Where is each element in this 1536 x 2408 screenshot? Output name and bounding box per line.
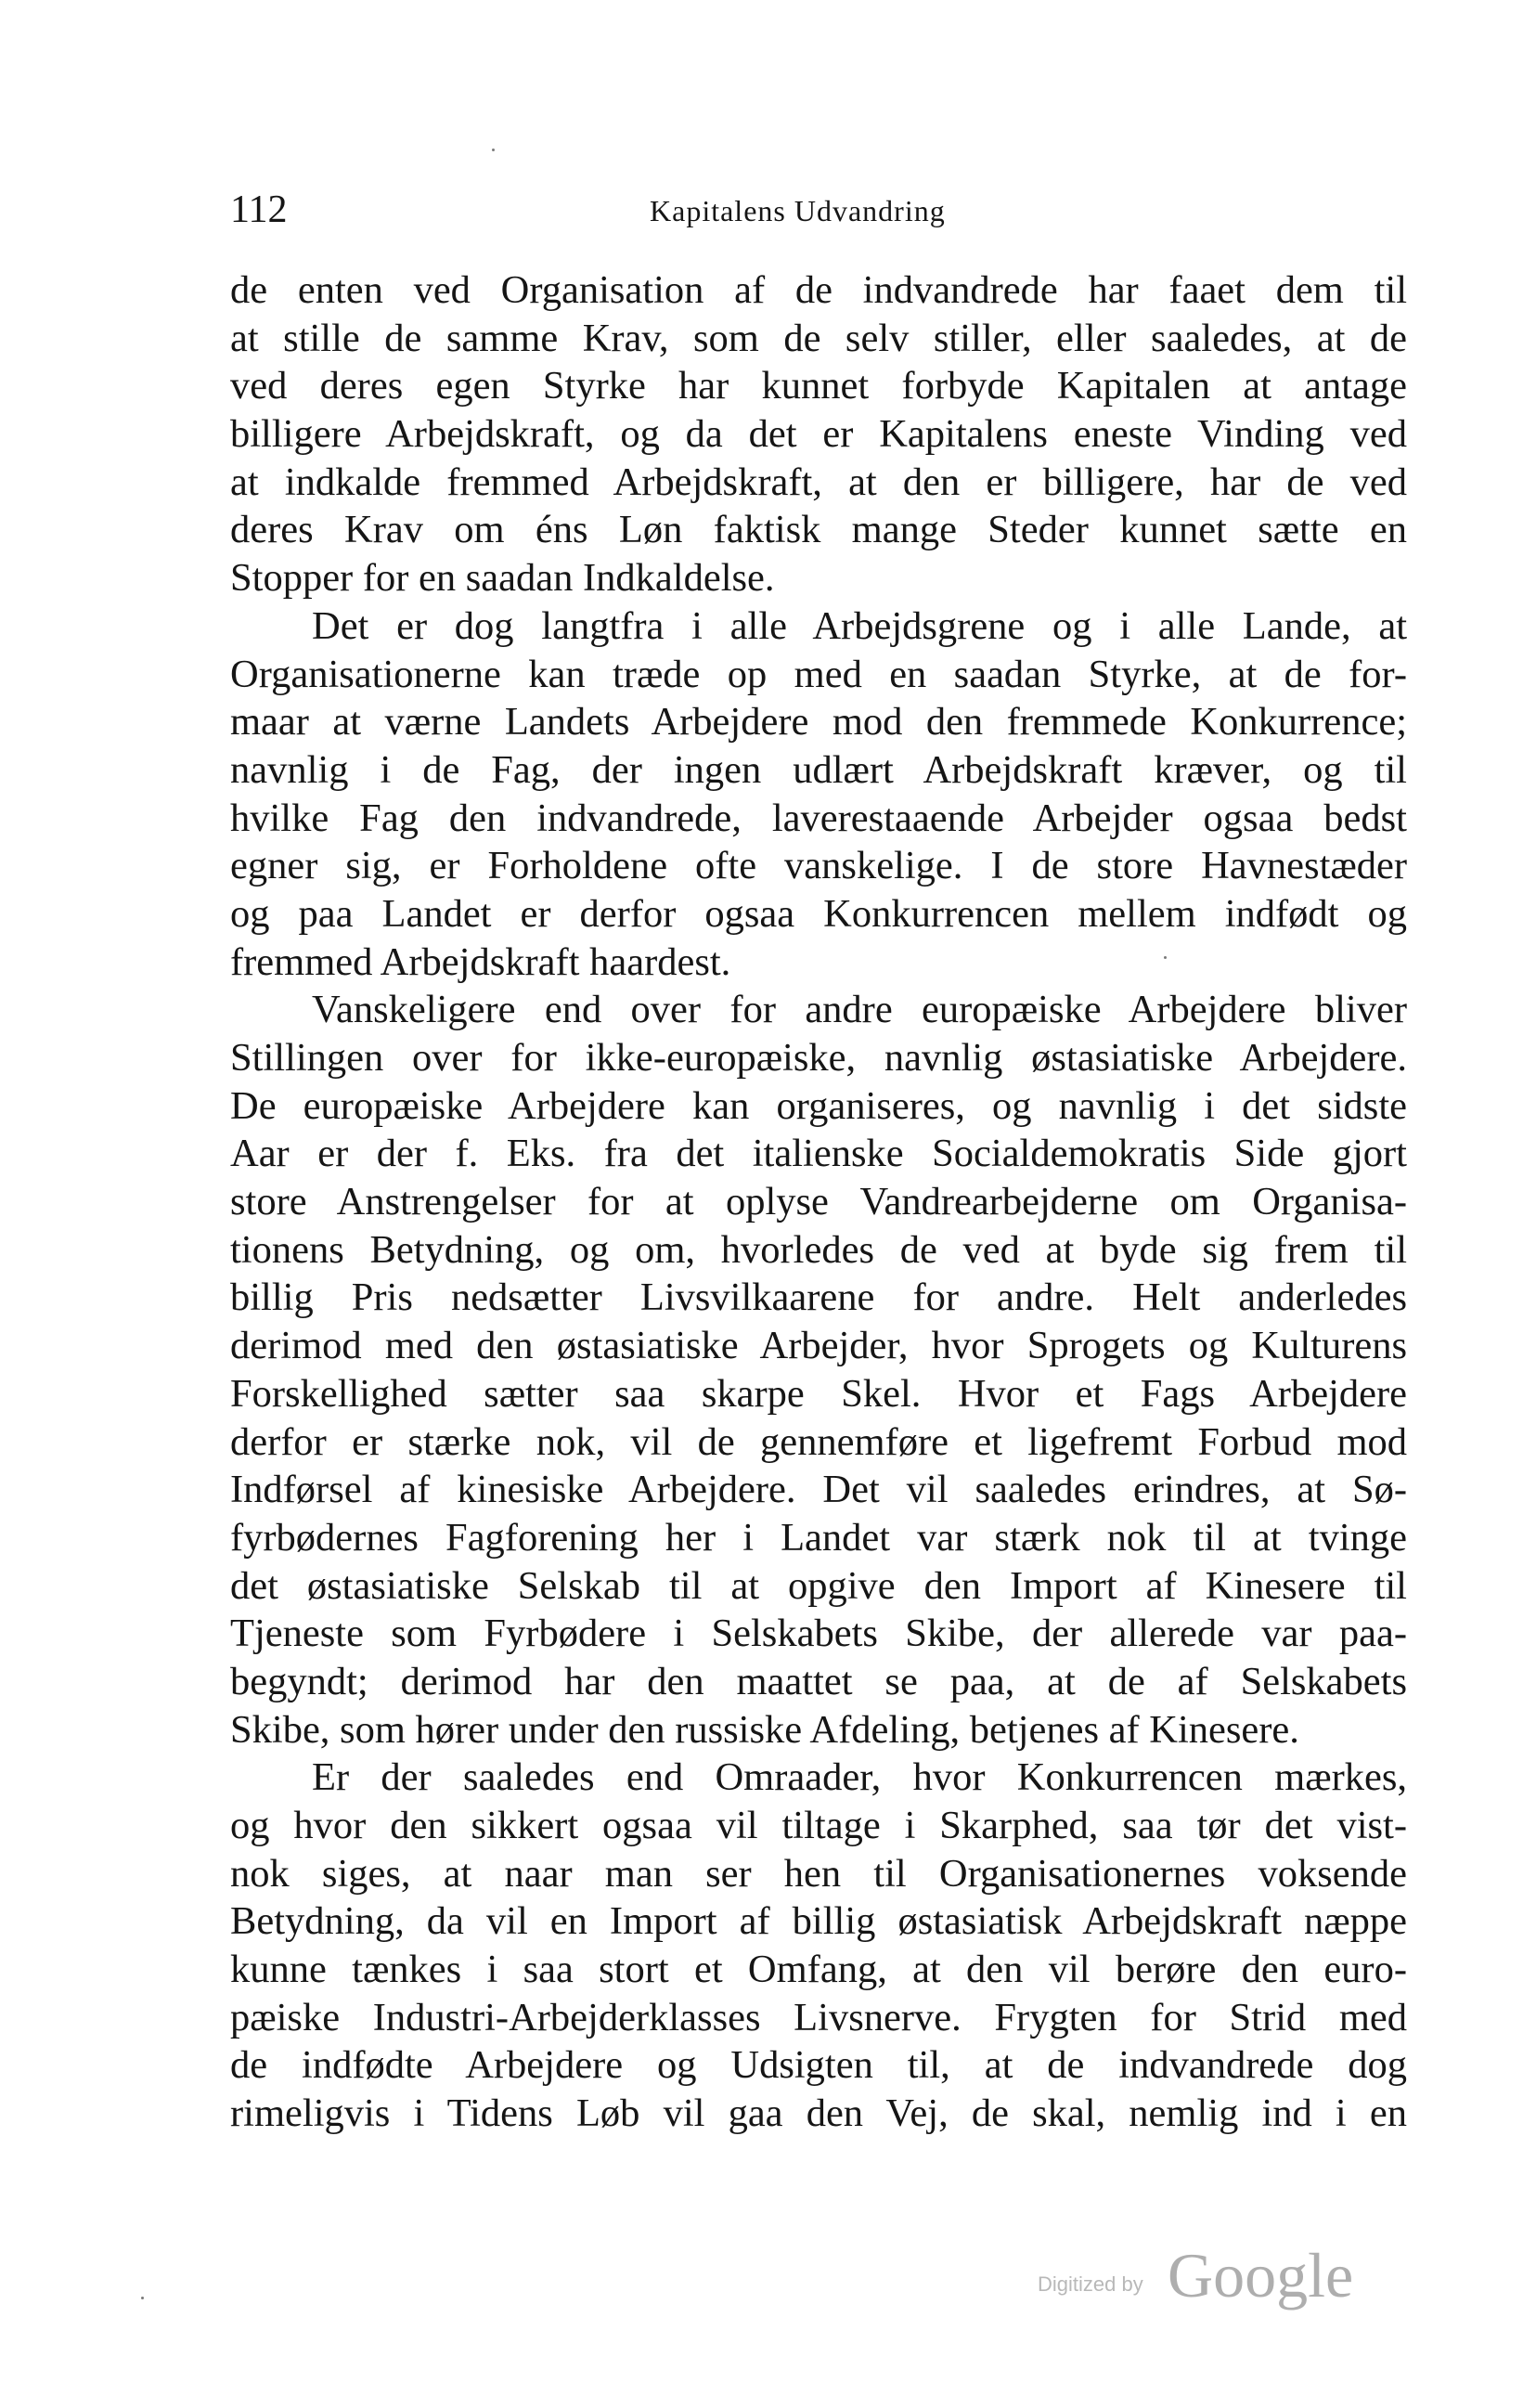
text-line: fremmed Arbejdskraft haardest. [230, 939, 731, 984]
page-number: 112 [230, 188, 288, 231]
text-line: at indkalde fremmed Arbejdskraft, at den er billigere, har de ved [230, 460, 1407, 504]
text-line: nok siges, at naar man ser hen til Organisationernes voksende [230, 1851, 1407, 1896]
digitizer-logo: Google [1168, 2240, 1354, 2311]
text-line: det østasiatiske Selskab til at opgive den Import af Kinesere til [230, 1563, 1407, 1608]
text-line: billig Pris nedsætter Livsvilkaarene for andre. Helt anderledes [230, 1275, 1407, 1320]
text-line: derfor er stærke nok, vil de gennemføre et ligefremt Forbud mod [230, 1419, 1407, 1464]
text-line: begyndt; derimod har den maattet se paa, at de af Selskabets [230, 1659, 1407, 1703]
text-line: tionens Betydning, og om, hvorledes de ved at byde sig frem til [230, 1227, 1407, 1272]
text-line: og hvor den sikkert ogsaa vil tiltage i Skarphed, saa tør det vist- [230, 1804, 1407, 1847]
text-line: Betydning, da vil en Import af billig østasiatisk Arbejdskraft næppe [230, 1899, 1407, 1944]
text-line: billigere Arbejdskraft, og da det er Kapitalens eneste Vinding ved [230, 412, 1407, 457]
paragraph [230, 266, 1407, 602]
text-line: Aar er der f. Eks. fra det italienske Socialdemokratis Side gjort [230, 1132, 1407, 1176]
running-title: Kapitalens Udvandring [650, 194, 946, 227]
text-line: Indførsel af kinesiske Arbejdere. Det vil saaledes erindres, at Sø- [230, 1468, 1407, 1512]
digitized-by-label: Digitized by [1038, 2272, 1143, 2296]
text-line: pæiske Industri-Arbejderklasses Livsnerve. Frygten for Strid med [230, 1995, 1407, 2039]
paragraph [230, 986, 1407, 1754]
digitization-watermark [1038, 2239, 1353, 2313]
text-line: deres Krav om éns Løn faktisk mange Steder kunnet sætte en [230, 508, 1407, 552]
text-line: rimeligvis i Tidens Løb vil gaa den Vej, de skal, nemlig ind i en [230, 2091, 1407, 2136]
text-line: de enten ved Organisation af de indvandrede har faaet dem til [230, 268, 1407, 312]
text-line: de indfødte Arbejdere og Udsigten til, at de indvandrede dog [230, 2043, 1407, 2088]
text-line: hvilke Fag den indvandrede, laverestaaende Arbejder ogsaa bedst [230, 796, 1407, 840]
text-line: at stille de samme Krav, som de selv stiller, eller saaledes, at de [230, 316, 1407, 360]
scan-speck [492, 149, 495, 151]
text-line: Stillingen over for ikke-europæiske, navnlig østasiatiske Arbejdere. [230, 1036, 1407, 1080]
text-line: Forskellighed sætter saa skarpe Skel. Hvor et Fags Arbejdere [230, 1371, 1407, 1416]
text-line: navnlig i de Fag, der ingen udlært Arbejdskraft kræver, og til [230, 747, 1407, 792]
text-line: De europæiske Arbejdere kan organiseres, og navnlig i det sidste [230, 1083, 1407, 1128]
page-header [230, 182, 1407, 238]
paragraph [230, 1754, 1407, 2138]
body-text [230, 266, 1407, 2138]
text-line: derimod med den østasiatiske Arbejder, hvor Sprogets og Kulturens [230, 1324, 1407, 1368]
text-line: ved deres egen Styrke har kunnet forbyde Kapitalen at antage [230, 364, 1407, 408]
text-line: store Anstrengelser for at oplyse Vandrearbejderne om Organisa- [230, 1180, 1407, 1224]
scan-speck [1164, 956, 1167, 959]
text-line: og paa Landet er derfor ogsaa Konkurrencen mellem indfødt og [230, 891, 1407, 936]
text-line: Er der saaledes end Omraader, hvor Konkurrencen mærkes, [312, 1755, 1407, 1800]
text-line: Organisationerne kan træde op med en saadan Styrke, at de for- [230, 652, 1407, 696]
text-line: Stopper for en saadan Indkaldelse. [230, 556, 775, 601]
scan-speck [141, 2297, 144, 2299]
text-line: Tjeneste som Fyrbødere i Selskabets Skibe, der allerede var paa- [230, 1612, 1407, 1656]
text-line: kunne tænkes i saa stort et Omfang, at den vil berøre den euro- [230, 1948, 1407, 1992]
text-line: Vanskeligere end over for andre europæiske Arbejdere bliver [312, 988, 1407, 1032]
text-line: fyrbødernes Fagforening her i Landet var stærk nok til at tvinge [230, 1515, 1407, 1560]
text-line: egner sig, er Forholdene ofte vanskelige. I de store Havnestæder [230, 844, 1407, 888]
paragraph [230, 602, 1407, 987]
text-line: maar at værne Landets Arbejdere mod den fremmede Konkurrence; [230, 700, 1407, 744]
text-line: Skibe, som hører under den russiske Afdeling, betjenes af Kinesere. [230, 1707, 1299, 1752]
text-line: Det er dog langtfra i alle Arbejdsgrene og i alle Lande, at [312, 603, 1407, 648]
